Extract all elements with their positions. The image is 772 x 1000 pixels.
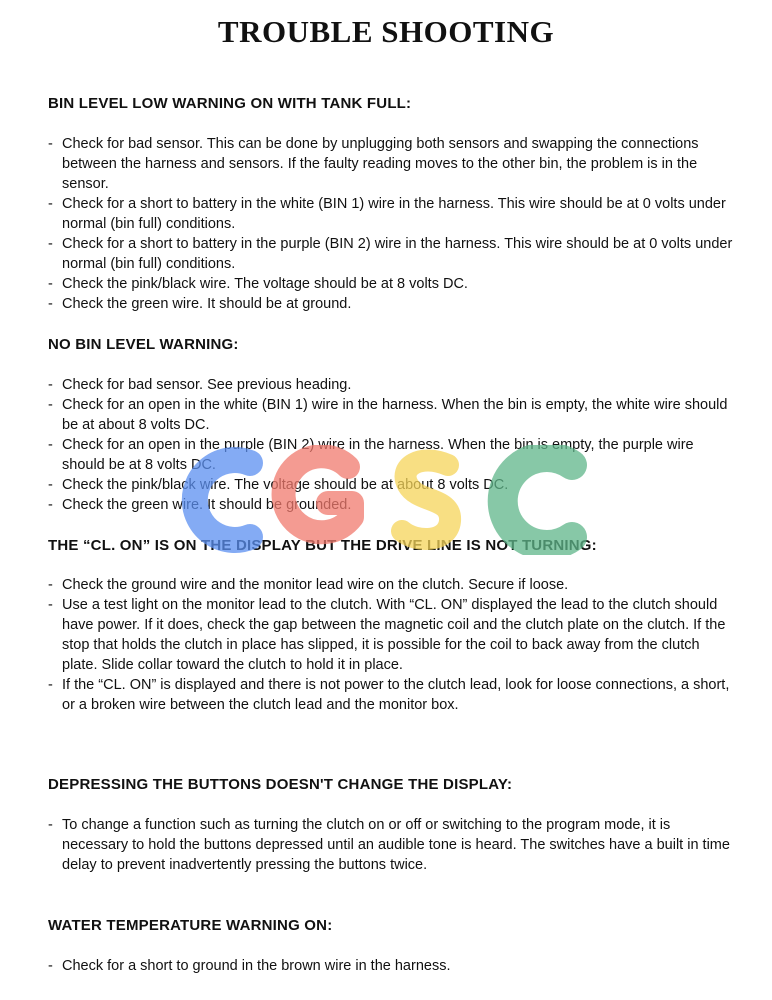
page-title: TROUBLE SHOOTING: [217, 14, 555, 49]
section-bin-level-low: [48, 94, 738, 314]
section-water-temperature: [48, 916, 738, 976]
list-item: - Check for a short to battery in the white (BIN 1) wire in the harness. This wire should be at 0 volts under normal (bin full) conditions.: [48, 194, 738, 234]
section-heading: NO BIN LEVEL WARNING:: [48, 336, 239, 353]
item-list: [48, 956, 738, 976]
list-item: - To change a function such as turning the clutch on or off or switching to the program mode, it is necessary to hold the buttons depressed until an audible tone is heard. The switches have a built in time delay to prevent inadvertently pressing the buttons twice.: [48, 815, 738, 875]
list-item: - Check for a short to ground in the brown wire in the harness.: [48, 956, 738, 976]
item-list: [48, 134, 738, 314]
section-no-bin-level: [48, 335, 738, 515]
section-depressing-buttons: [48, 775, 738, 875]
section-heading: THE “CL. ON” IS ON THE DISPLAY BUT THE DRIVE LINE IS NOT TURNING:: [48, 537, 597, 554]
list-item: - Check the green wire. It should be grounded.: [48, 495, 738, 515]
list-item: - Check the pink/black wire. The voltage should be at about 8 volts DC.: [48, 475, 738, 495]
list-item: - Check for an open in the purple (BIN 2) wire in the harness. When the bin is empty, the purple wire should be at 8 volts DC.: [48, 435, 738, 475]
list-item: - Check for an open in the white (BIN 1) wire in the harness. When the bin is empty, the white wire should be at about 8 volts DC.: [48, 395, 738, 435]
section-heading: BIN LEVEL LOW WARNING ON WITH TANK FULL:: [48, 95, 412, 112]
section-heading: WATER TEMPERATURE WARNING ON:: [48, 917, 333, 934]
list-item: - If the “CL. ON” is displayed and there is not power to the clutch lead, look for loose connections, a short, or a broken wire between the clutch lead and the monitor box.: [48, 675, 738, 715]
item-list: [48, 815, 738, 875]
section-cl-on-display: [48, 536, 738, 715]
list-item: - Check the green wire. It should be at ground.: [48, 294, 738, 314]
list-item: - Check the ground wire and the monitor lead wire on the clutch. Secure if loose.: [48, 575, 738, 595]
list-item: - Check for bad sensor. This can be done by unplugging both sensors and swapping the connections between the harness and sensors. If the faulty reading moves to the other bin, the problem is in the sensor.: [48, 134, 738, 194]
list-item: - Check for a short to battery in the purple (BIN 2) wire in the harness. This wire should be at 0 volts under normal (bin full) conditions.: [48, 234, 738, 274]
item-list: [48, 575, 738, 715]
list-item: - Check for bad sensor. See previous heading.: [48, 375, 738, 395]
list-item: - Use a test light on the monitor lead to the clutch. With “CL. ON” displayed the lead to the clutch should have power. If it does, check the gap between the magnetic coil and the clutch plate on the clutch. If the stop that holds the clutch in place has slipped, it is possible for the coil to back away from the clutch plate. Slide collar toward the clutch to hold it in place.: [48, 595, 738, 675]
section-heading: DEPRESSING THE BUTTONS DOESN'T CHANGE THE DISPLAY:: [48, 776, 513, 793]
list-item: - Check the pink/black wire. The voltage should be at 8 volts DC.: [48, 274, 738, 294]
item-list: [48, 375, 738, 515]
